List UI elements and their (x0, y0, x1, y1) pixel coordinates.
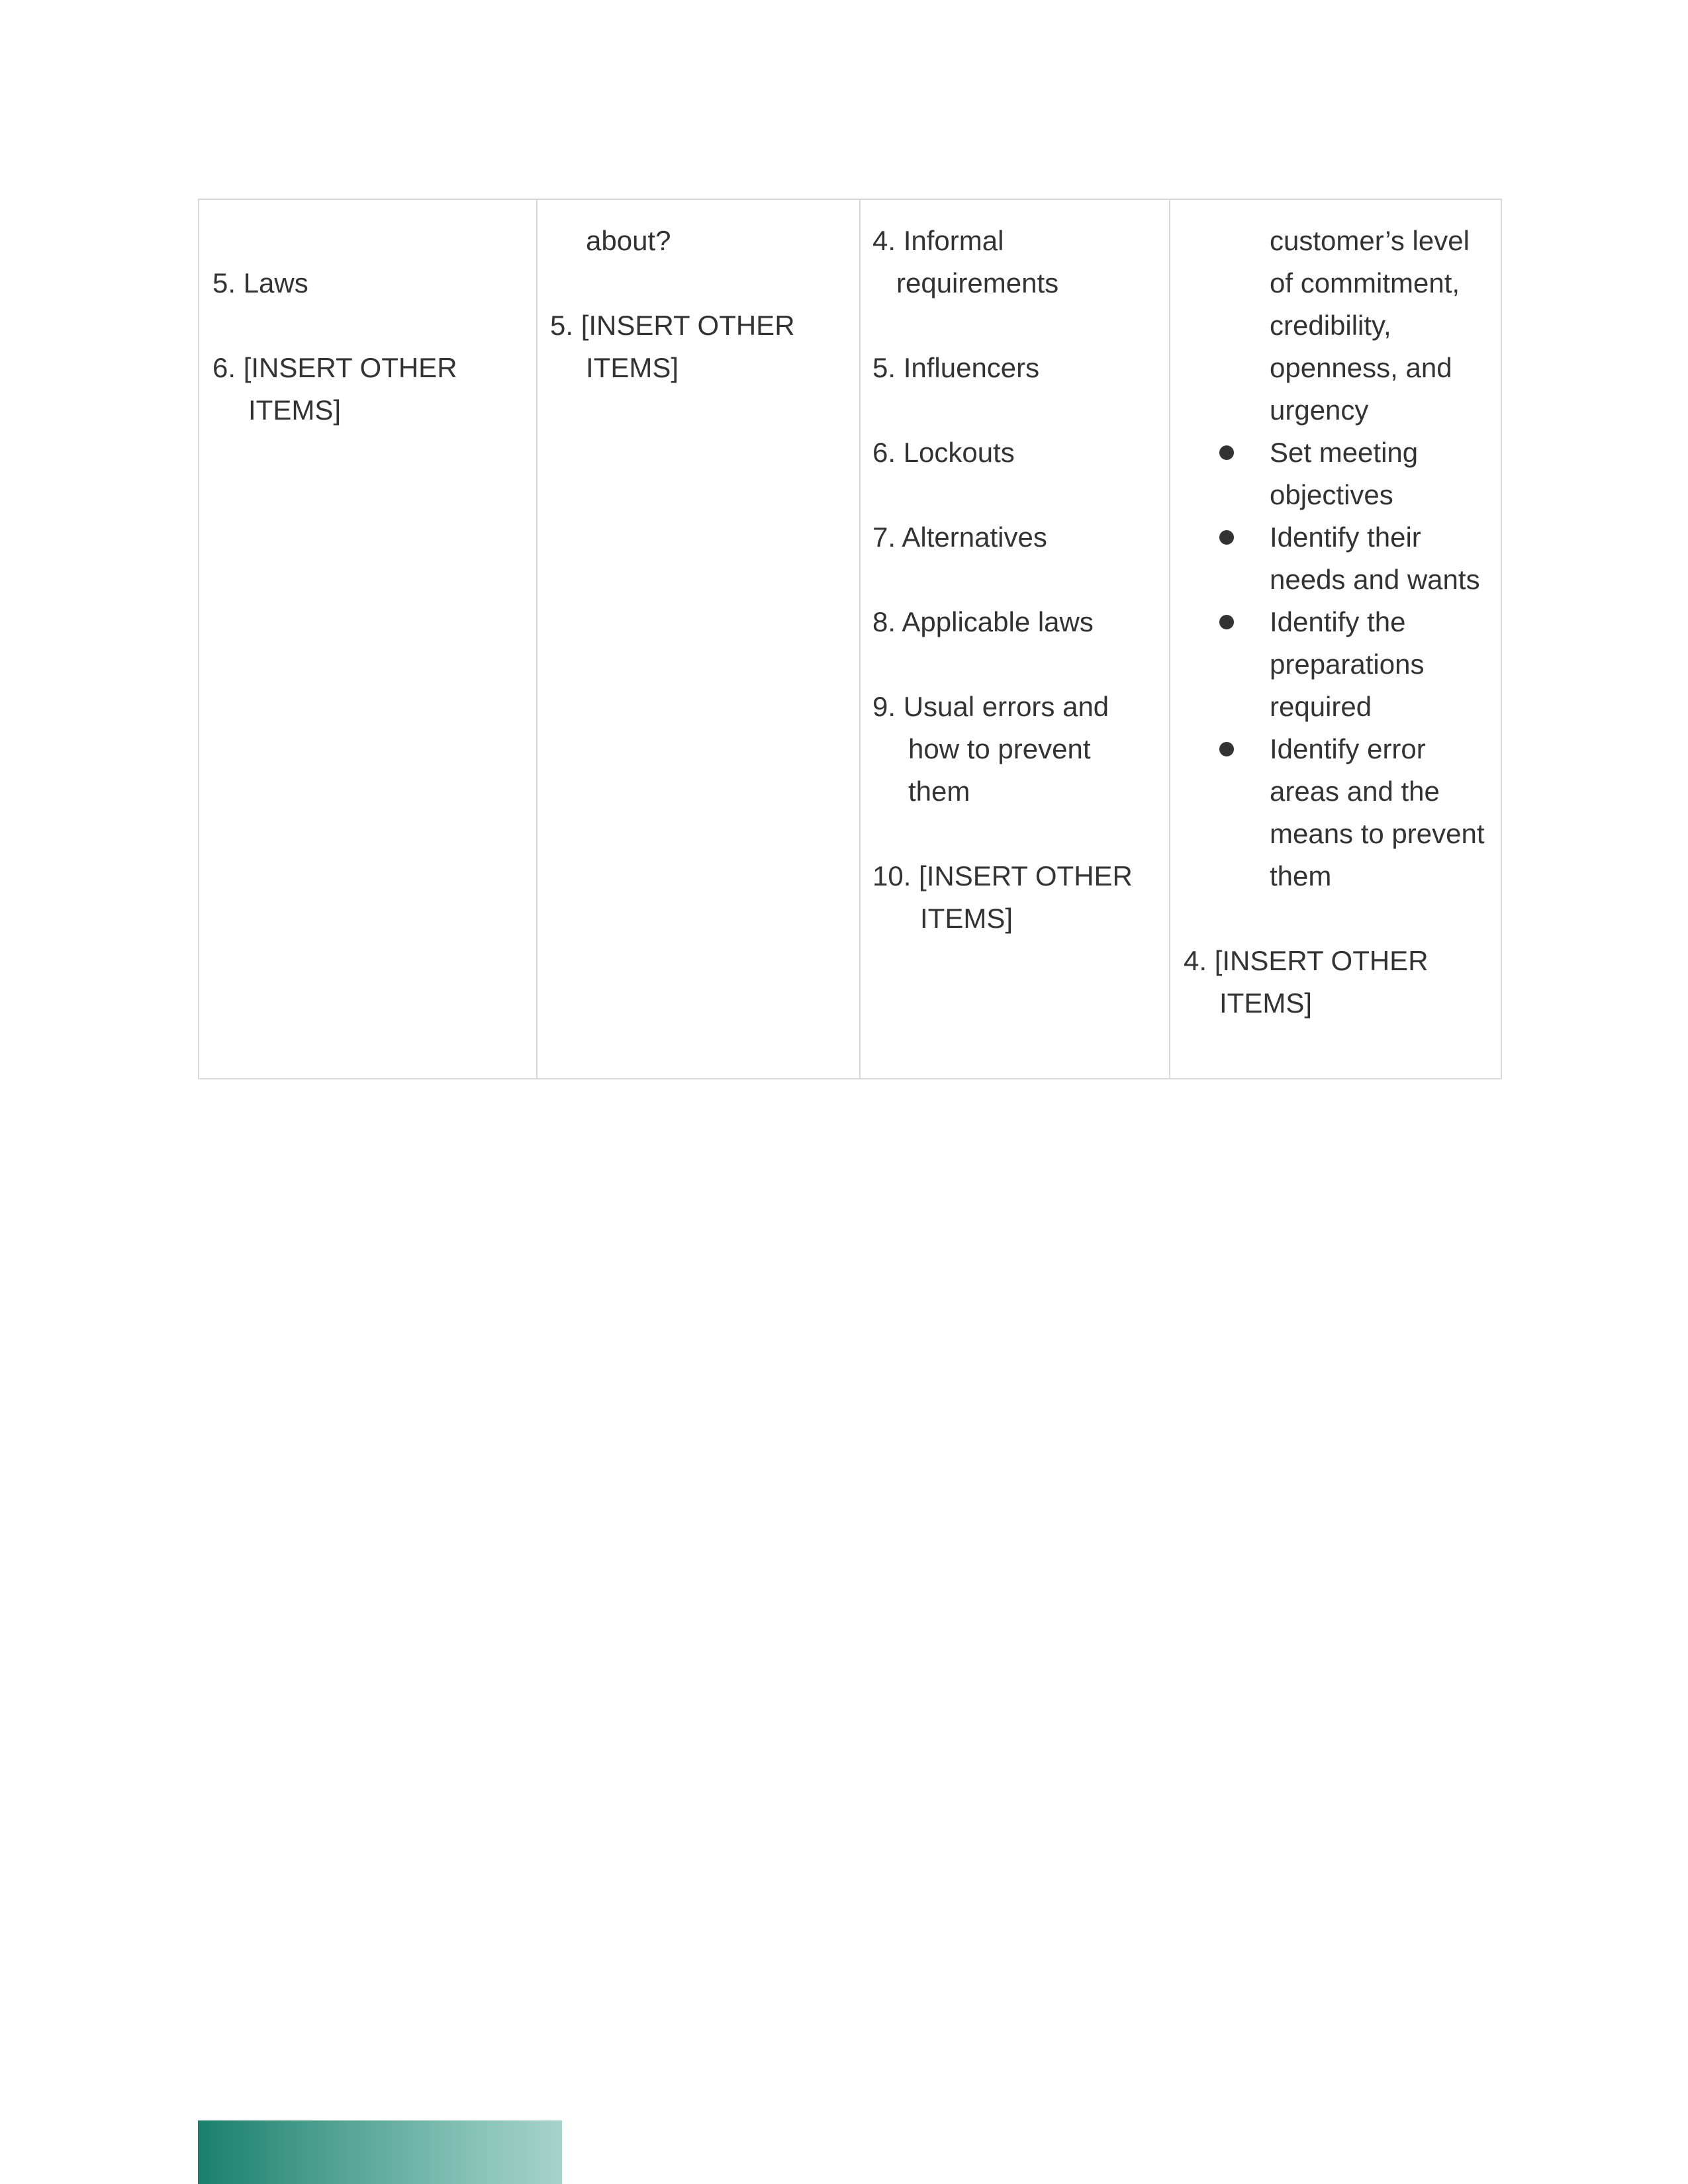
list-item-laws: 5. Laws (212, 267, 308, 298)
bullet-item-set-meeting: Set meeting (1270, 437, 1419, 468)
list-item-continuation: about? (586, 225, 671, 256)
list-item-usual-errors: 9. Usual errors and (872, 691, 1109, 722)
list-item-insert-other: 10. [INSERT OTHER (872, 860, 1133, 891)
bullet-item-error-areas-cont: them (1270, 860, 1332, 891)
bullet-item-set-meeting-cont: objectives (1270, 479, 1393, 510)
bullet-icon (1219, 615, 1234, 629)
table-column-4 (1170, 200, 1502, 1078)
list-item-lockouts: 6. Lockouts (872, 437, 1015, 468)
list-item-insert-other: 6. [INSERT OTHER (212, 352, 457, 383)
bullet-icon (1219, 742, 1234, 756)
paragraph-continuation: credibility, (1270, 310, 1391, 341)
content-table (198, 199, 1502, 1079)
paragraph-continuation: customer’s level (1270, 225, 1470, 256)
list-item-influencers: 5. Influencers (872, 352, 1040, 383)
list-item-insert-other-cont: ITEMS] (586, 352, 679, 383)
list-item-usual-errors-cont: them (908, 776, 970, 807)
list-item-alternatives: 7. Alternatives (872, 522, 1047, 553)
list-item-usual-errors-cont: how to prevent (908, 733, 1091, 764)
bullet-icon (1219, 445, 1234, 460)
footer-gradient-band (198, 2120, 562, 2184)
bullet-item-error-areas: Identify error (1270, 733, 1426, 764)
list-item-informal: 4. Informal (872, 225, 1004, 256)
list-item-insert-other-cont: ITEMS] (920, 903, 1013, 934)
table-column-2 (538, 200, 861, 1078)
bullet-item-preparations-cont: required (1270, 691, 1372, 722)
list-item-insert-other: 4. [INSERT OTHER (1184, 945, 1429, 976)
bullet-item-preparations-cont: preparations (1270, 649, 1425, 680)
paragraph-continuation: of commitment, (1270, 267, 1460, 298)
bullet-item-needs-cont: needs and wants (1270, 564, 1480, 595)
table-column-1 (199, 200, 538, 1078)
paragraph-continuation: openness, and (1270, 352, 1452, 383)
paragraph-continuation: urgency (1270, 394, 1369, 426)
list-item-insert-other-cont: ITEMS] (1219, 987, 1313, 1019)
list-item-informal-cont: requirements (896, 267, 1059, 298)
table-column-3 (861, 200, 1170, 1078)
bullet-item-needs: Identify their (1270, 522, 1421, 553)
list-item-applicable-laws: 8. Applicable laws (872, 606, 1094, 637)
bullet-item-error-areas-cont: areas and the (1270, 776, 1440, 807)
bullet-icon (1219, 530, 1234, 545)
list-item-insert-other: 5. [INSERT OTHER (550, 310, 795, 341)
list-item-insert-other-cont: ITEMS] (248, 394, 342, 426)
bullet-item-preparations: Identify the (1270, 606, 1406, 637)
bullet-item-error-areas-cont: means to prevent (1270, 818, 1485, 849)
